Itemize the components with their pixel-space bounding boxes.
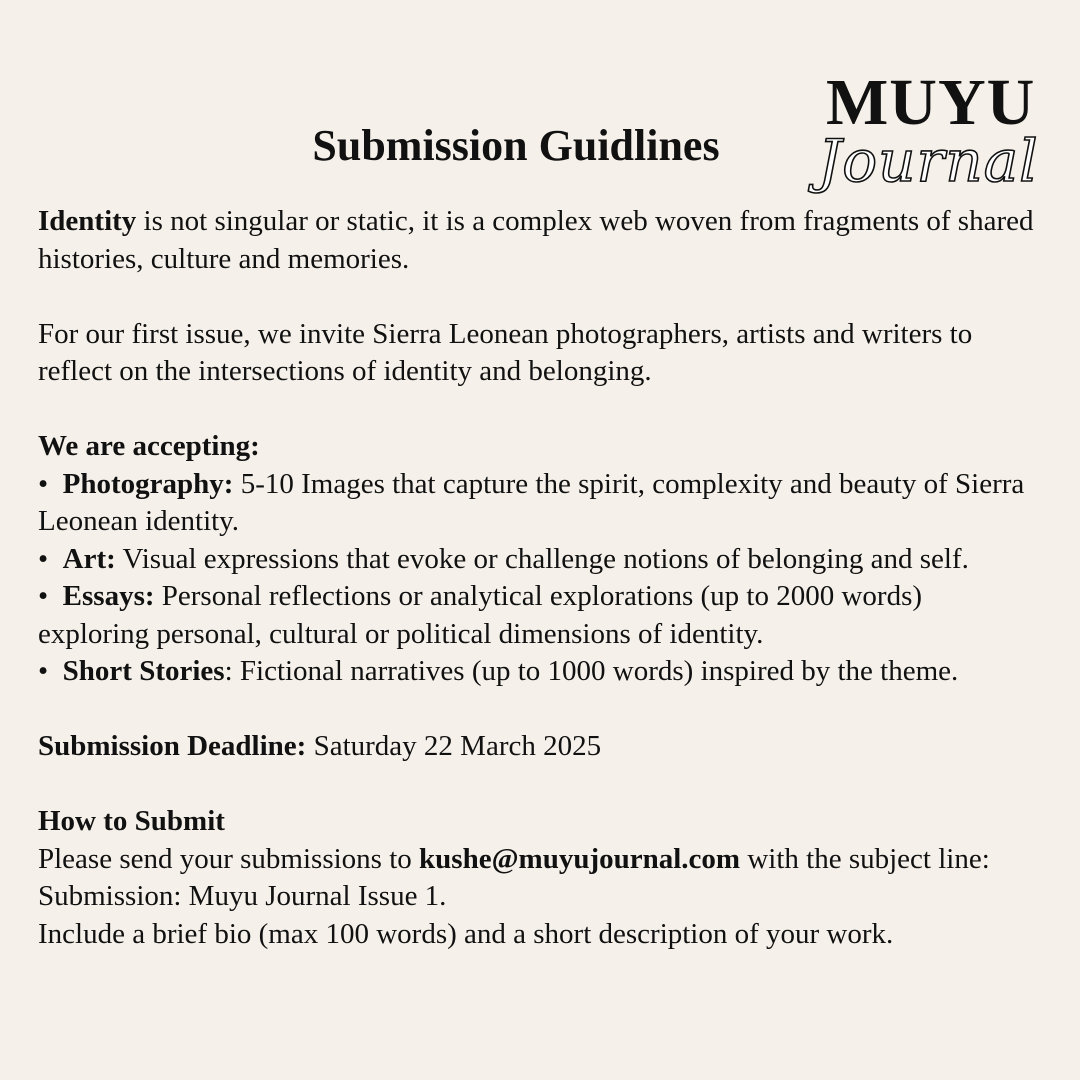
page-title: Submission Guidlines <box>312 121 720 170</box>
bullet: • <box>38 655 49 687</box>
bullet: • <box>38 580 49 612</box>
deadline-line <box>38 728 1038 766</box>
intro-text: is not singular or static, it is a complex web woven from fragments of shared histories, culture and memories. <box>38 205 1034 275</box>
item-label: Art: <box>62 542 116 575</box>
list-item-art <box>38 541 1038 579</box>
logo-journal-script: Journal <box>818 127 1039 195</box>
how-to-submit-heading: How to Submit <box>38 805 225 837</box>
bullet: • <box>38 542 49 575</box>
bio-instructions: Include a brief bio (max 100 words) and a short description of your work. <box>38 917 894 950</box>
item-text: 5-10 Images that capture the spirit, complexity and beauty of Sierra Leonean identity. <box>38 467 1025 537</box>
submission-email: kushe@muyujournal.com <box>419 842 741 875</box>
accepting-heading: We are accepting: <box>38 430 260 462</box>
item-label: Photography: <box>62 467 234 500</box>
item-text: : Fictional narratives (up to 1000 words) inspired by the theme. <box>224 655 959 687</box>
guidelines-body <box>38 203 1038 953</box>
intro-lead: Identity <box>38 205 137 237</box>
item-text: Personal reflections or analytical explorations (up to 2000 words) exploring personal, cultural or political dimensions of identity. <box>38 580 923 650</box>
deadline-value: Saturday 22 March 2025 <box>306 730 602 762</box>
invite-paragraph: For our first issue, we invite Sierra Leonean photographers, artists and writers to reflect on the intersections of identity and belonging. <box>38 317 973 387</box>
logo-muyu-text: MUYU <box>826 66 1036 139</box>
how-to-submit-instructions: Please send your submissions to kushe@muyujournal.com with the subject line: Submission: Muyu Journal Issue 1. <box>38 842 990 912</box>
list-item-photography <box>38 466 1038 541</box>
list-item-essays <box>38 578 1038 653</box>
list-item-short-stories <box>38 653 1038 691</box>
item-text: Visual expressions that evoke or challenge notions of belonging and self. <box>115 542 969 575</box>
intro-paragraph <box>38 203 1038 278</box>
bullet: • <box>38 467 49 500</box>
deadline-label: Submission Deadline: <box>38 730 307 762</box>
item-label: Short Stories <box>62 655 225 687</box>
item-label: Essays: <box>62 580 155 612</box>
